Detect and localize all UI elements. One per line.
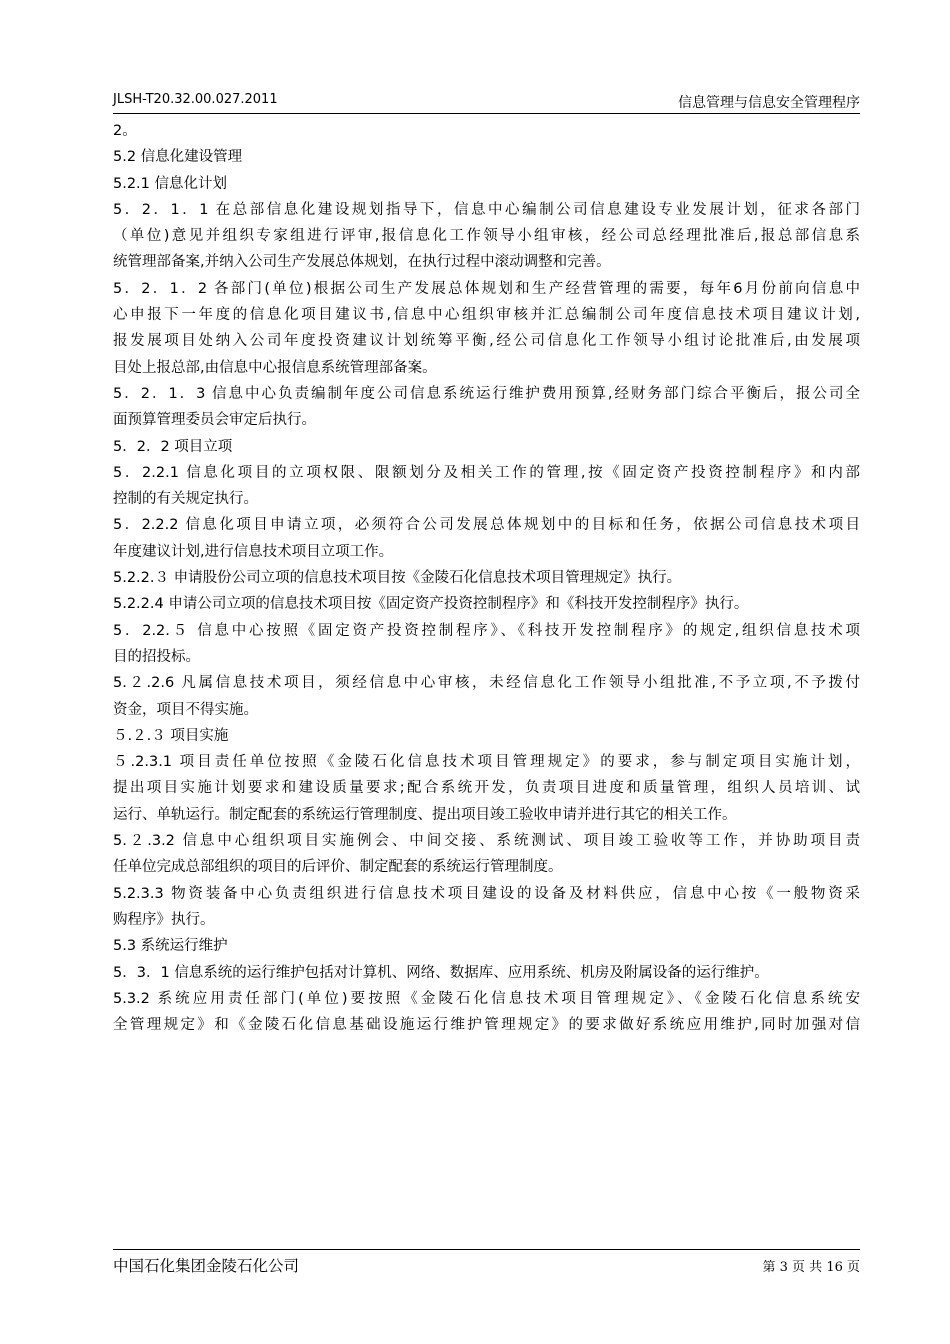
text-line: ５.2.3.1 项目责任单位按照《金陵石化信息技术项目管理规定》的要求，参与制定项目实施计划， (113, 754, 860, 771)
text-line: 5.2.2.３ 申请股份公司立项的信息技术项目按《金陵石化信息技术项目管理规定》执行。 (113, 570, 682, 587)
text-line: 5.２.3.2 信息中心组织项目实施例会、中间交接、系统测试、项目竣工验收等工作，并协助项目责 (113, 833, 860, 850)
text-line: 年度建议计划,进行信息技术项目立项工作。 (113, 543, 394, 560)
document-body (113, 118, 860, 1038)
text-line: 任单位完成总部组织的项目的后评价、制定配套的系统运行管理制度。 (113, 859, 563, 876)
text-line: 5．2．2 项目立项 (113, 438, 233, 455)
text-line: 5.2.1 信息化计划 (113, 175, 228, 192)
text-line: 资金，项目不得实施。 (113, 701, 258, 718)
text-line: 提出项目实施计划要求和建设质量要求;配合系统开发，负责项目进度和质量管理，组织人员培训、试 (113, 780, 860, 797)
text-line: 5.2 信息化建设管理 (113, 149, 243, 166)
text-line: 5.2.3.3 物资装备中心负责组织进行信息技术项目建设的设备及材料供应，信息中心按《一般物资采 (113, 885, 860, 902)
text-line: ５.２.３ 项目实施 (113, 727, 229, 744)
text-line: 统管理部备案,并纳入公司生产发展总体规划，在执行过程中滚动调整和完善。 (113, 254, 611, 271)
text-line: 5.3 系统运行维护 (113, 938, 228, 955)
text-line: 5．2.2.2 信息化项目申请立项，必须符合公司发展总体规划中的目标和任务，依据公司信息技术项目 (113, 517, 860, 534)
text-line: 心申报下一年度的信息化项目建议书,信息中心组织审核并汇总编制公司年度信息技术项目建议计划, (113, 307, 860, 324)
text-line: 全管理规定》和《金陵石化信息基础设施运行维护管理规定》的要求做好系统应用维护,同时加强对信 (113, 1017, 860, 1034)
text-line: 5．2.2.1 信息化项目的立项权限、限额划分及相关工作的管理,按《固定资产投资控制程序》和内部 (113, 464, 860, 481)
text-line: 购程序》执行。 (113, 911, 215, 928)
page-footer (113, 1254, 860, 1278)
header-divider (113, 113, 860, 114)
text-line: 运行、单轨运行。制定配套的系统运行管理制度、提出项目竣工验收申请并进行其它的相关工作。 (113, 806, 737, 823)
document-title: 信息管理与信息安全管理程序 (678, 95, 860, 111)
text-line: 5.2.2.4 申请公司立项的信息技术项目按《固定资产投资控制程序》和《科技开发控制程序》执行。 (113, 596, 749, 613)
text-line: 面预算管理委员会审定后执行。 (113, 412, 316, 429)
footer-company-name: 中国石化集团金陵石化公司 (113, 1257, 300, 1275)
text-line: 5．2．1．2 各部门(单位)根据公司生产发展总体规划和生产经营管理的需要，每年6月份前向信息中 (113, 280, 860, 297)
page-number: 第 3 页 共 16 页 (762, 1260, 860, 1275)
text-line: 5．2．1．1 在总部信息化建设规划指导下，信息中心编制公司信息建设专业发展计划，征求各部门 (113, 201, 860, 218)
footer-divider (113, 1249, 860, 1250)
text-line: 目处上报总部,由信息中心报信息系统管理部备案。 (113, 359, 437, 376)
text-line: 5.２.2.6 凡属信息技术项目，须经信息中心审核，未经信息化工作领导小组批准,不予立项,不予拨付 (113, 675, 860, 692)
page-header (113, 92, 860, 114)
text-line: 目的招投标。 (113, 648, 200, 665)
text-line: 报发展项目处纳入公司年度投资建议计划统筹平衡,经公司信息化工作领导小组讨论批准后,由发展项 (113, 333, 860, 350)
text-line: 5．2．1．3 信息中心负责编制年度公司信息系统运行维护费用预算,经财务部门综合平衡后，报公司全 (113, 385, 860, 402)
text-line: 控制的有关规定执行。 (113, 491, 258, 508)
text-line: 2。 (113, 123, 137, 139)
text-line: （单位)意见并组织专家组进行评审,报信息化工作领导小组审核，经公司总经理批准后,报总部信息系 (113, 228, 860, 245)
text-line: 5．3．1 信息系统的运行维护包括对计算机、网络、数据库、应用系统、机房及附属设备的运行维护。 (113, 964, 769, 981)
text-line: 5．2.2.５ 信息中心按照《固定资产投资控制程序》、《科技开发控制程序》的规定,组织信息技术项 (113, 622, 860, 639)
document-code: JLSH-T20.32.00.027.2011 (113, 92, 278, 107)
text-line: 5.3.2 系统应用责任部门(单位)要按照《金陵石化信息技术项目管理规定》、《金陵石化信息系统安 (113, 990, 860, 1007)
